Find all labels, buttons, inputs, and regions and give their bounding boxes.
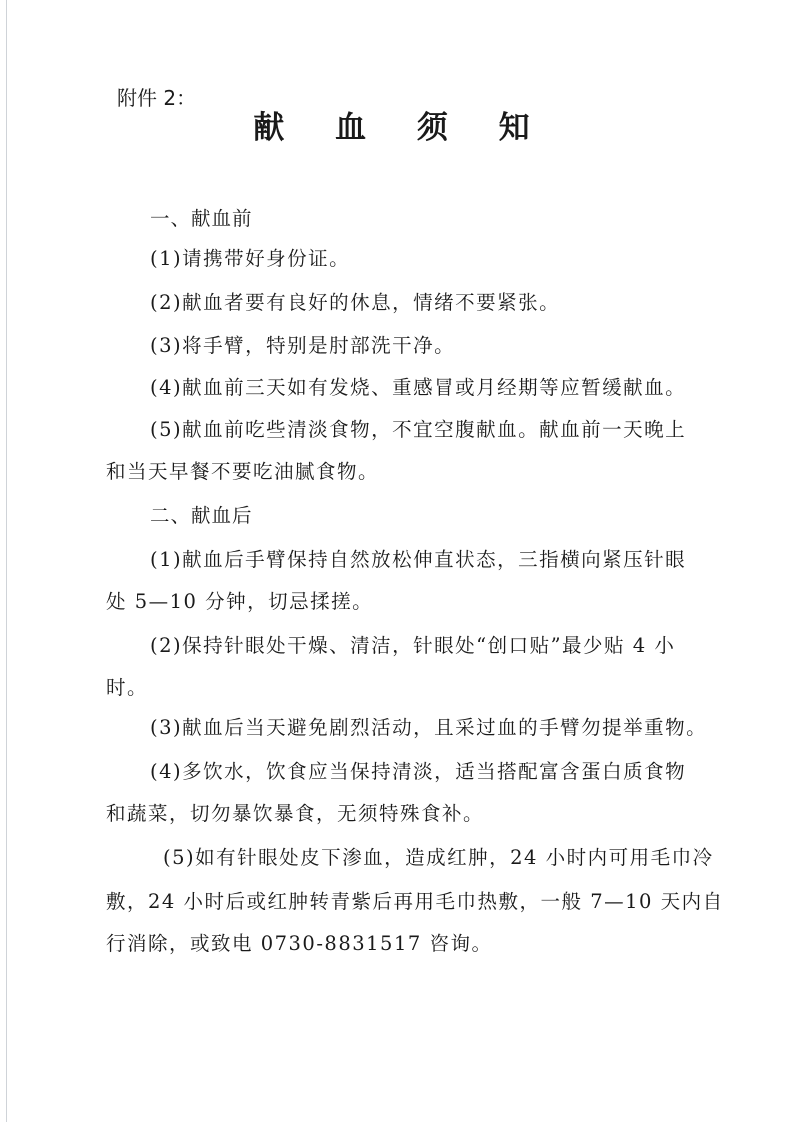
- paragraph-line: (4)献血前三天如有发烧、重感冒或月经期等应暂缓献血。: [150, 376, 687, 399]
- paragraph-line: (5)献血前吃些清淡食物，不宜空腹献血。献血前一天晚上: [150, 418, 687, 441]
- section-heading-after-donation: 二、献血后: [150, 504, 253, 527]
- paragraph-line: 和蔬菜，切勿暴饮暴食，无须特殊食补。: [106, 802, 485, 825]
- page-edge-line: [6, 0, 7, 1122]
- paragraph-line: 处 5—10 分钟，切忌揉搓。: [106, 590, 374, 613]
- paragraph-line: (4)多饮水，饮食应当保持清淡，适当搭配富含蛋白质食物: [150, 760, 687, 783]
- paragraph-line: 敷，24 小时后或红肿转青紫后再用毛巾热敷，一般 7—10 天内自: [106, 890, 724, 913]
- paragraph-line: (2)保持针眼处干燥、清洁，针眼处“创口贴”最少贴 4 小: [150, 634, 676, 657]
- paragraph-line: 和当天早餐不要吃油腻食物。: [106, 460, 380, 483]
- paragraph-line: 行消除，或致电 0730-8831517 咨询。: [106, 932, 493, 955]
- paragraph-line: (1)献血后手臂保持自然放松伸直状态，三指横向紧压针眼: [150, 548, 687, 571]
- paragraph-line: (3)将手臂，特别是肘部洗干净。: [150, 334, 456, 357]
- attachment-label: 附件 2：: [117, 86, 197, 110]
- paragraph-line: (5)如有针眼处皮下渗血，造成红肿，24 小时内可用毛巾冷: [163, 846, 714, 869]
- section-heading-before-donation: 一、献血前: [150, 207, 253, 230]
- document-title: 献 血 须 知: [253, 110, 550, 146]
- paragraph-line: (3)献血后当天避免剧烈活动，且采过血的手臂勿提举重物。: [150, 716, 708, 739]
- paragraph-line: (1)请携带好身份证。: [150, 247, 351, 270]
- paragraph-line: 时。: [106, 676, 149, 699]
- paragraph-line: (2)献血者要有良好的休息，情绪不要紧张。: [150, 291, 561, 314]
